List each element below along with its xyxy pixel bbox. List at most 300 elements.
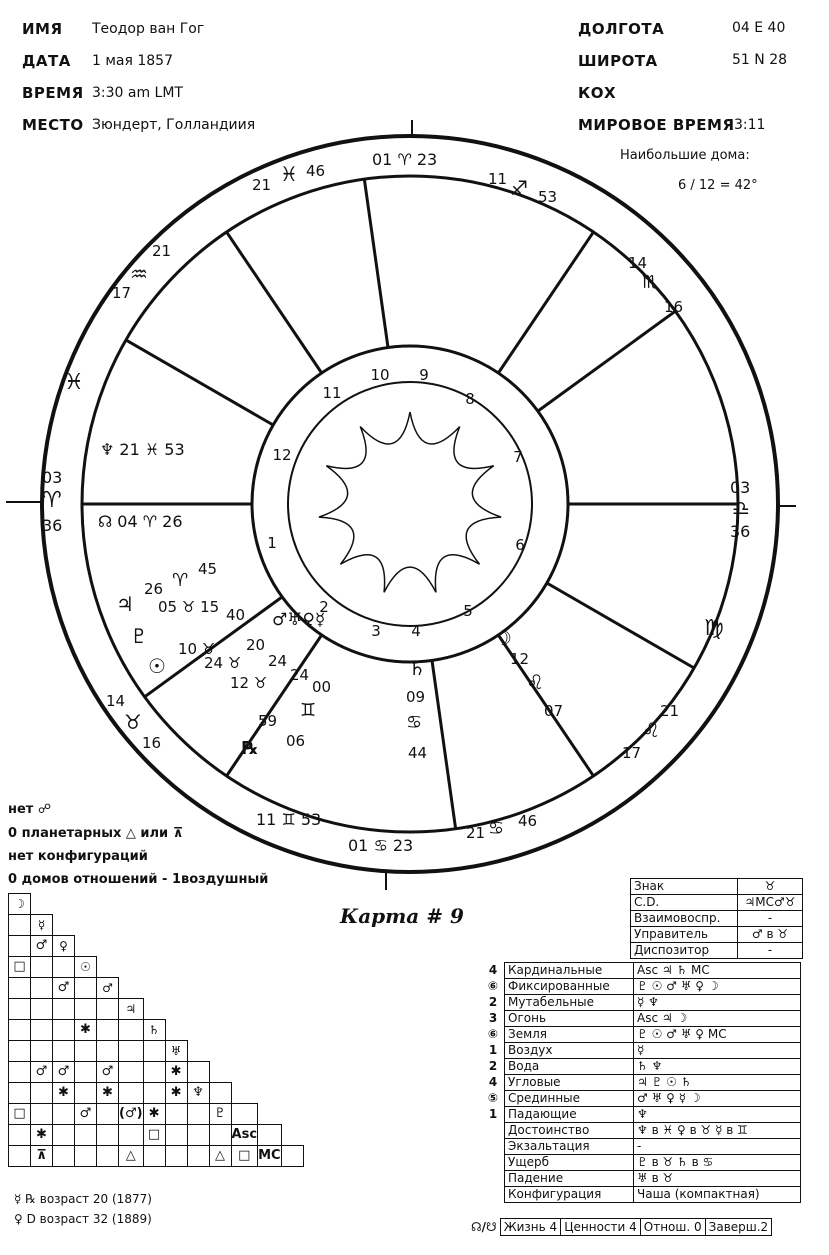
house-number-8: 8 <box>465 390 475 408</box>
aspect-cell <box>9 1146 31 1167</box>
aspect-cell-empty <box>75 915 97 936</box>
aspect-cell-empty <box>187 1020 209 1041</box>
prop-label: С.D. <box>631 895 738 911</box>
summary-value: ♃ ♇ ☉ ♄ <box>634 1075 801 1091</box>
summary-value: ♇ в ♉ ♄ в ♋ <box>634 1155 801 1171</box>
aspect-cell <box>119 1083 144 1104</box>
aspect-cell: MC <box>258 1146 281 1167</box>
aspect-grid <box>8 893 304 1167</box>
aspect-cell: ⊼ <box>31 1146 53 1167</box>
aspect-cell-empty <box>258 1104 281 1125</box>
life-cell: Жизнь 4 <box>500 1219 560 1236</box>
cusp-7-degree: 03 <box>42 468 63 487</box>
aspect-cell <box>9 1062 31 1083</box>
summary-label: Земля <box>505 1027 634 1043</box>
aspect-cell <box>165 1146 187 1167</box>
aspect-cell <box>75 999 97 1020</box>
summary-count <box>482 1123 505 1139</box>
cusp-line-5 <box>498 232 593 373</box>
aspect-cell <box>9 1041 31 1062</box>
cusp-line-4 <box>364 179 388 347</box>
aspect-cell <box>187 1146 209 1167</box>
table-row <box>631 943 803 959</box>
libra-icon: ♎ <box>732 496 750 520</box>
cusp-7-minute: 36 <box>42 516 63 535</box>
aspect-cell <box>9 978 31 999</box>
aspect-cell: ♀ <box>53 936 75 957</box>
chart-title: Карта # 9 <box>340 904 464 928</box>
aspect-cell: ♂ <box>31 1062 53 1083</box>
moon-sign-icon: ♌ <box>526 670 544 694</box>
house-number-5: 5 <box>463 602 473 620</box>
aspect-cell <box>119 1020 144 1041</box>
neptune-position: ♆ 21 ♓ 53 <box>100 440 185 459</box>
note-planetary: 0 планетарных △ или ⊼ <box>8 826 184 841</box>
house-number-12: 12 <box>272 446 292 464</box>
summary-count: 4 <box>488 963 498 977</box>
retrograde-icon: ℞ <box>242 738 259 759</box>
summary-count: ⑥ <box>487 979 499 993</box>
aspect-cell <box>97 1020 119 1041</box>
scorpio-icon: ♏ <box>642 272 659 293</box>
aspect-cell-empty <box>281 915 303 936</box>
table-row <box>482 1091 801 1107</box>
aspect-cell: ✱ <box>165 1083 187 1104</box>
sun-position: 10 ♉ <box>178 640 216 658</box>
moon-minute: 07 <box>544 702 564 720</box>
cusp-6-degree: 14 <box>106 692 126 710</box>
table-row <box>631 879 803 895</box>
aspect-cell-empty <box>231 1041 258 1062</box>
aspect-cell: ♂ <box>53 978 75 999</box>
summary-count: 1 <box>488 1107 498 1121</box>
date-value: 1 мая 1857 <box>92 53 173 69</box>
table-row <box>482 1139 801 1155</box>
aspect-cell <box>9 1020 31 1041</box>
ut-label: МИРОВОЕ ВРЕМЯ <box>578 116 735 134</box>
aspect-cell <box>75 978 97 999</box>
table-row <box>482 1027 801 1043</box>
aspect-cell <box>53 1146 75 1167</box>
cusp-5-label: 11 ♊ 53 <box>256 810 322 829</box>
aspect-cell-empty <box>53 915 75 936</box>
prop-label: Знак <box>631 879 738 895</box>
aspect-cell-empty <box>281 957 303 978</box>
aspect-cell-empty <box>187 915 209 936</box>
aspect-cell <box>281 1146 303 1167</box>
saturn-degree: 09 <box>406 688 426 706</box>
pluto-position: 05 ♉ 15 <box>158 598 220 616</box>
aspect-cell <box>9 1083 31 1104</box>
virgo-icon: ♍ <box>704 616 724 641</box>
aspect-cell <box>143 1041 165 1062</box>
cusp-9b-degree: 21 <box>252 176 272 194</box>
time-label: ВРЕМЯ <box>22 84 84 102</box>
aspect-cell-empty <box>281 1104 303 1125</box>
house-number-6: 6 <box>515 536 525 554</box>
saturn-sign-icon: ♋ <box>406 712 423 733</box>
aspect-cell: ♇ <box>209 1104 231 1125</box>
aspect-cell-empty <box>119 978 144 999</box>
cusp-3-degree: 21 <box>660 702 680 720</box>
aspect-cell: □ <box>9 957 31 978</box>
aspect-cell-empty <box>31 894 53 915</box>
jupiter-icon: ♃ <box>116 592 134 616</box>
pisces-icon: ♓ <box>64 370 84 395</box>
table-row <box>482 1059 801 1075</box>
summary-value: ☿ ♆ <box>634 995 801 1011</box>
aspect-cell-empty <box>187 1041 209 1062</box>
largest-houses-value: 6 / 12 = 42° <box>678 178 758 193</box>
aspect-cell: △ <box>209 1146 231 1167</box>
aspect-cell <box>119 1062 144 1083</box>
aspect-cell: ✱ <box>75 1020 97 1041</box>
aspect-cell-empty <box>97 915 119 936</box>
aspect-cell-empty <box>165 894 187 915</box>
summary-count <box>482 1139 505 1155</box>
aspect-cell-empty <box>165 999 187 1020</box>
aspect-cell: ✱ <box>165 1062 187 1083</box>
moon-degree: 12 <box>510 650 530 668</box>
summary-count: 2 <box>488 1059 498 1073</box>
cusp-9-degree: 21 <box>152 242 172 260</box>
aspect-cell <box>97 1041 119 1062</box>
aspect-cell <box>143 1062 165 1083</box>
cusp-line-8 <box>547 583 694 668</box>
aspect-cell-empty <box>258 1083 281 1104</box>
cusp-1-minute: 36 <box>730 522 751 541</box>
summary-label: Фиксированные <box>505 979 634 995</box>
aspect-cell-empty <box>258 978 281 999</box>
uranus-degree: 24 <box>268 652 288 670</box>
aspect-cell <box>53 957 75 978</box>
aspect-cell <box>165 1104 187 1125</box>
longitude-value: 04 E 40 <box>732 20 786 36</box>
aspect-cell <box>9 936 31 957</box>
table-row <box>631 895 803 911</box>
aspect-cell <box>31 1083 53 1104</box>
node-axis-row <box>468 1218 772 1236</box>
relations-cell: Отнош. 0 <box>640 1219 705 1236</box>
jupiter-minute: 45 <box>198 560 218 578</box>
aspect-cell <box>75 1146 97 1167</box>
aspect-cell <box>9 915 31 936</box>
prop-label: Взаимовоспр. <box>631 911 738 927</box>
table-row <box>482 995 801 1011</box>
mars-degree: 20 <box>246 636 266 654</box>
summary-label: Воздух <box>505 1043 634 1059</box>
aspect-cell: (♂) <box>119 1104 144 1125</box>
aspect-cell: ✱ <box>53 1083 75 1104</box>
aspect-cell-empty <box>231 1020 258 1041</box>
summary-value: ♆ в ♓ ♀ в ♉ ☿ в ♊ <box>634 1123 801 1139</box>
aspect-cell-empty <box>281 1020 303 1041</box>
dispositor-table <box>630 878 803 959</box>
aspect-cell-empty <box>281 1062 303 1083</box>
planet-group-icons: ♂♅♀☿ <box>272 610 326 630</box>
aspect-cell-empty <box>231 978 258 999</box>
summary-value: Asc ♃ ☽ <box>634 1011 801 1027</box>
table-row <box>482 1107 801 1123</box>
aspect-cell-empty <box>258 936 281 957</box>
aspect-cell: ✱ <box>143 1104 165 1125</box>
house-number-10: 10 <box>370 366 390 384</box>
house-system: КОХ <box>578 84 617 102</box>
table-row <box>482 963 801 979</box>
summary-count: 4 <box>488 1075 498 1089</box>
prop-value: - <box>738 911 803 927</box>
cusp-12-minute: 16 <box>664 298 684 316</box>
aspect-cell-empty <box>143 936 165 957</box>
aspect-cell-empty <box>119 936 144 957</box>
aspect-cell-empty <box>53 894 75 915</box>
aspect-cell <box>231 1104 258 1125</box>
ut-value: 3:11 <box>734 117 766 133</box>
summary-count: ⑤ <box>487 1091 499 1105</box>
aspect-cell-empty <box>209 978 231 999</box>
summary-value: ♇ ☉ ♂ ♅ ♀ MC <box>634 1027 801 1043</box>
aspect-cell: ♂ <box>75 1104 97 1125</box>
summary-count <box>482 1155 505 1171</box>
aspect-cell <box>143 1146 165 1167</box>
aspect-cell-empty <box>165 936 187 957</box>
prop-value: - <box>738 943 803 959</box>
aspect-cell <box>97 999 119 1020</box>
aspect-cell-empty <box>143 957 165 978</box>
aspect-cell-empty <box>258 915 281 936</box>
aspect-cell <box>53 1104 75 1125</box>
aspect-cell <box>97 1125 119 1146</box>
aspect-cell <box>75 1041 97 1062</box>
summary-value: ♄ ♆ <box>634 1059 801 1075</box>
cusp-line-10 <box>432 660 456 828</box>
table-row <box>482 1187 801 1203</box>
pluto-minute-2: 40 <box>226 606 246 624</box>
summary-label: Мутабельные <box>505 995 634 1011</box>
note-no-opposition: нет ☍ <box>8 802 52 817</box>
table-row <box>482 1155 801 1171</box>
cusp-11-minute: 53 <box>538 188 558 206</box>
prop-label: Диспозитор <box>631 943 738 959</box>
aspect-cell <box>209 1083 231 1104</box>
aspect-cell: ✱ <box>97 1083 119 1104</box>
summary-value: ♂ ♅ ♀ ☿ ☽ <box>634 1091 801 1107</box>
aspect-cell <box>209 1125 231 1146</box>
summary-label: Ущерб <box>505 1155 634 1171</box>
aspect-cell: ✱ <box>31 1125 53 1146</box>
aspect-cell-empty <box>143 999 165 1020</box>
completion-cell: Заверш.2 <box>705 1219 772 1236</box>
table-row <box>631 927 803 943</box>
table-row <box>482 1123 801 1139</box>
summary-label: Достоинство <box>505 1123 634 1139</box>
table-row <box>482 979 801 995</box>
aspect-cell-empty <box>119 957 144 978</box>
aspect-cell-empty <box>119 915 144 936</box>
aspect-cell: ♄ <box>143 1020 165 1041</box>
aspect-cell: □ <box>143 1125 165 1146</box>
summary-count <box>482 1171 505 1187</box>
house-number-7: 7 <box>513 448 523 466</box>
latitude-label: ШИРОТА <box>578 52 658 70</box>
aspect-cell <box>143 1083 165 1104</box>
summary-label: Падающие <box>505 1107 634 1123</box>
aspect-cell-empty <box>119 894 144 915</box>
pisces-icon-top: ♓ <box>280 162 298 186</box>
summary-value: ♅ в ♉ <box>634 1171 801 1187</box>
aspect-cell-empty <box>209 936 231 957</box>
aspect-cell: □ <box>231 1146 258 1167</box>
aspect-cell-empty <box>187 936 209 957</box>
aspect-cell: ☉ <box>75 957 97 978</box>
summary-value: - <box>634 1139 801 1155</box>
node-axis-icon: ☊/☋ <box>471 1220 497 1234</box>
cusp-4b-minute: 46 <box>518 812 538 830</box>
aspect-cell <box>9 999 31 1020</box>
aspect-cell: ♂ <box>97 978 119 999</box>
taurus-group-1: 24 ♉ <box>204 654 242 672</box>
aspect-cell-empty <box>231 1083 258 1104</box>
aspect-cell-empty <box>187 999 209 1020</box>
cusp-4b-degree: 21 <box>466 824 486 842</box>
cusp-line-2 <box>126 340 273 425</box>
aspect-cell: ♆ <box>187 1083 209 1104</box>
aspect-cell <box>97 1146 119 1167</box>
aspect-cell: Asc <box>231 1125 258 1146</box>
aspect-cell-empty <box>258 1062 281 1083</box>
aspect-cell <box>75 1083 97 1104</box>
aspect-cell-empty <box>165 978 187 999</box>
aspect-cell-empty <box>209 1062 231 1083</box>
cusp-9b-minute: 46 <box>306 162 326 180</box>
cancer-icon: ♋ <box>488 818 505 839</box>
aspect-cell-empty <box>143 915 165 936</box>
aspect-cell <box>53 999 75 1020</box>
aspect-cell <box>165 1125 187 1146</box>
aspect-cell-empty <box>281 1125 303 1146</box>
prop-label: Управитель <box>631 927 738 943</box>
aspect-cell-empty <box>231 957 258 978</box>
prop-value: ♂ в ♉ <box>738 927 803 943</box>
aspect-cell-empty <box>209 957 231 978</box>
aspect-cell-empty <box>187 957 209 978</box>
aspect-cell-empty <box>209 894 231 915</box>
aspect-cell <box>97 1104 119 1125</box>
house-number-2: 2 <box>319 598 329 616</box>
aspect-cell: ♅ <box>165 1041 187 1062</box>
aspect-cell <box>31 1104 53 1125</box>
table-row <box>482 1075 801 1091</box>
aspect-cell-empty <box>75 894 97 915</box>
emphasis-summary-table <box>482 962 801 1203</box>
summary-count <box>482 1187 505 1203</box>
saturn-minute: 44 <box>408 744 428 762</box>
name-label: ИМЯ <box>22 20 63 38</box>
minute-06: 06 <box>286 732 306 750</box>
aspect-cell-empty <box>97 957 119 978</box>
prop-value: ♃MC♂♉ <box>738 895 803 911</box>
sun-icon: ☉ <box>148 654 166 678</box>
aspect-cell-empty <box>231 1062 258 1083</box>
summary-label: Угловые <box>505 1075 634 1091</box>
summary-label: Конфигурация <box>505 1187 634 1203</box>
jupiter-sign-icon: ♈ <box>172 570 189 591</box>
aspect-cell <box>9 1125 31 1146</box>
aspect-cell-empty <box>281 978 303 999</box>
aspect-cell-empty <box>165 957 187 978</box>
house-number-11: 11 <box>322 384 342 402</box>
cusp-11-degree: 11 <box>488 170 508 188</box>
venus-degree: 24 <box>290 666 310 684</box>
house-number-4: 4 <box>411 622 421 640</box>
aspect-cell <box>31 1020 53 1041</box>
place-label: МЕСТО <box>22 116 84 134</box>
summary-count: 1 <box>488 1043 498 1057</box>
aspect-cell-empty <box>209 1041 231 1062</box>
aspect-cell-empty <box>258 999 281 1020</box>
place-value: Зюндерт, Голландиия <box>92 117 256 133</box>
aspect-cell-empty <box>231 999 258 1020</box>
aspect-cell <box>31 999 53 1020</box>
aspect-cell-empty <box>165 915 187 936</box>
aspect-cell <box>119 1041 144 1062</box>
aspect-cell <box>75 1125 97 1146</box>
aspect-cell-empty <box>258 1020 281 1041</box>
aspect-cell <box>31 978 53 999</box>
leo-icon: ♌ <box>642 718 660 742</box>
mercury-degree: 00 <box>312 678 332 696</box>
sagittarius-icon: ♐ <box>510 176 528 200</box>
latitude-value: 51 N 28 <box>732 52 788 68</box>
summary-label: Падение <box>505 1171 634 1187</box>
aspect-cell-empty <box>143 978 165 999</box>
aspect-cell: ♂ <box>97 1062 119 1083</box>
aspect-cell-empty <box>143 894 165 915</box>
summary-label: Огонь <box>505 1011 634 1027</box>
summary-value: ♇ ☉ ♂ ♅ ♀ ☽ <box>634 979 801 995</box>
aspect-cell-empty <box>231 894 258 915</box>
cusp-12-degree: 14 <box>628 254 648 272</box>
aspect-cell: ☽ <box>9 894 31 915</box>
table-row <box>482 1043 801 1059</box>
pluto-icon: ♇ <box>130 624 148 648</box>
aspect-cell <box>31 957 53 978</box>
aspect-cell <box>53 1041 75 1062</box>
name-value: Теодор ван Гог <box>92 21 205 37</box>
cusp-6-minute: 16 <box>142 734 162 752</box>
aspect-cell: △ <box>119 1146 144 1167</box>
cusp-3-minute: 17 <box>622 744 642 762</box>
aspect-cell <box>119 1125 144 1146</box>
center-ring <box>288 382 532 626</box>
cusp-9-minute: 17 <box>112 284 132 302</box>
moon-icon: ☽ <box>494 626 512 650</box>
aspect-cell <box>187 1125 209 1146</box>
summary-label: Экзальтация <box>505 1139 634 1155</box>
summary-label: Вода <box>505 1059 634 1075</box>
summary-count: ⑥ <box>487 1027 499 1041</box>
aquarius-icon: ♒ <box>130 262 148 286</box>
aspect-cell-empty <box>281 1083 303 1104</box>
aspect-cell-empty <box>281 1041 303 1062</box>
aspect-cell <box>53 1125 75 1146</box>
table-row <box>631 911 803 927</box>
note-configurations: нет конфигураций <box>8 849 148 864</box>
aspect-cell: □ <box>9 1104 31 1125</box>
longitude-label: ДОЛГОТА <box>578 20 665 38</box>
cusp-line-3 <box>227 232 322 373</box>
aspect-cell-empty <box>75 936 97 957</box>
